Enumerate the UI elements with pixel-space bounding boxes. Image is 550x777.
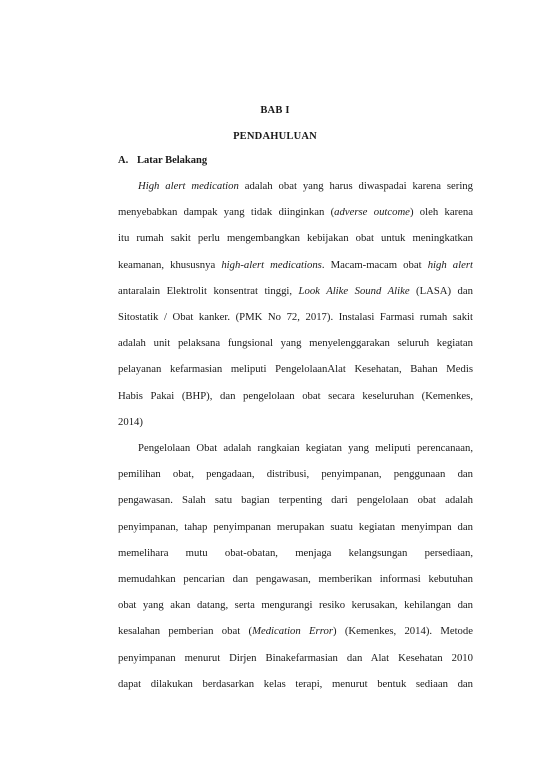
italic-term: high-alert medications [221, 258, 322, 271]
text-line [118, 330, 473, 356]
chapter-title: PENDAHULUAN [233, 131, 317, 142]
text-segment: pengawasan. Salah satu bagian terpenting dari pengelolaan obat adalah [118, 494, 473, 507]
text-line [118, 304, 473, 330]
section-title: Latar Belakang [137, 155, 208, 166]
paragraph-1 [118, 173, 473, 435]
chapter-number: BAB I [260, 105, 290, 116]
text-segment: kesalahan pemberian obat ( [118, 625, 253, 638]
text-segment: antaralain Elektrolit konsentrat tinggi, [118, 284, 299, 297]
text-segment: pelayanan kefarmasian meliputi PengelolaanAlat Kesehatan, Bahan Medis [118, 363, 473, 376]
text-segment: adalah unit pelaksana fungsional yang menyelenggarakan seluruh kegiatan [118, 337, 473, 350]
paragraph-2 [118, 435, 473, 697]
text-segment: pemilihan obat, pengadaan, distribusi, penyimpanan, penggunaan dan [118, 468, 473, 481]
text-line [118, 225, 473, 251]
text-line [118, 252, 473, 278]
text-line [118, 383, 473, 409]
italic-term: adverse outcome [334, 206, 410, 219]
text-line [118, 409, 473, 435]
text-segment: penyimpanan menurut Dirjen Binakefarmasian dan Alat Kesehatan 2010 [118, 651, 473, 664]
italic-term: Look Alike Sound Alike [298, 284, 410, 297]
italic-term: high alert [427, 258, 473, 271]
text-line [118, 461, 473, 487]
text-line [118, 618, 473, 644]
text-segment: (LASA) dan [409, 284, 473, 297]
section-letter: A. [118, 155, 129, 166]
text-segment: obat yang akan datang, serta mengurangi resiko kerusakan, kehilangan dan [118, 599, 473, 612]
text-segment: memudahkan pencarian dan pengawasan, memberikan informasi kebutuhan [118, 572, 473, 585]
text-segment: ) (Kemenkes, 2014). Metode [332, 625, 473, 638]
section-heading [118, 155, 207, 166]
text-segment: keamanan, khususnya [118, 258, 222, 271]
text-segment: ) oleh karena [409, 206, 473, 219]
italic-term: High alert medication [138, 180, 239, 192]
italic-term: Medication Error [252, 625, 333, 638]
text-line [118, 278, 473, 304]
text-segment: adalah obat yang harus diwaspadai karena sering [238, 180, 473, 192]
text-segment: menyebabkan dampak yang tidak diinginkan ( [118, 206, 335, 219]
text-segment: . Macam-macam obat [321, 258, 428, 271]
text-segment: memelihara mutu obat-obatan, menjaga kelangsungan persediaan, [118, 546, 473, 559]
text-line [118, 566, 473, 592]
text-line [118, 435, 473, 461]
text-line [118, 173, 473, 199]
text-segment: Pengelolaan Obat adalah rangkaian kegiatan yang meliputi perencanaan, [138, 442, 473, 454]
text-line [118, 671, 473, 697]
text-line [118, 514, 473, 540]
text-segment: penyimpanan, tahap penyimpanan merupakan suatu kegiatan menyimpan dan [118, 520, 473, 533]
text-segment: dapat dilakukan berdasarkan kelas terapi, menurut bentuk sediaan dan [118, 677, 473, 690]
text-segment: 2014) [118, 415, 143, 428]
text-line [118, 540, 473, 566]
text-line [118, 356, 473, 382]
text-segment: Habis Pakai (BHP), dan pengelolaan obat secara keseluruhan (Kemenkes, [118, 389, 473, 402]
text-line [118, 487, 473, 513]
text-segment: itu rumah sakit perlu mengembangkan kebijakan obat untuk meningkatkan [118, 232, 473, 245]
text-line [118, 199, 473, 225]
text-line [118, 645, 473, 671]
text-segment: Sitostatik / Obat kanker. (PMK No 72, 2017). Instalasi Farmasi rumah sakit [118, 310, 473, 323]
text-line [118, 592, 473, 618]
